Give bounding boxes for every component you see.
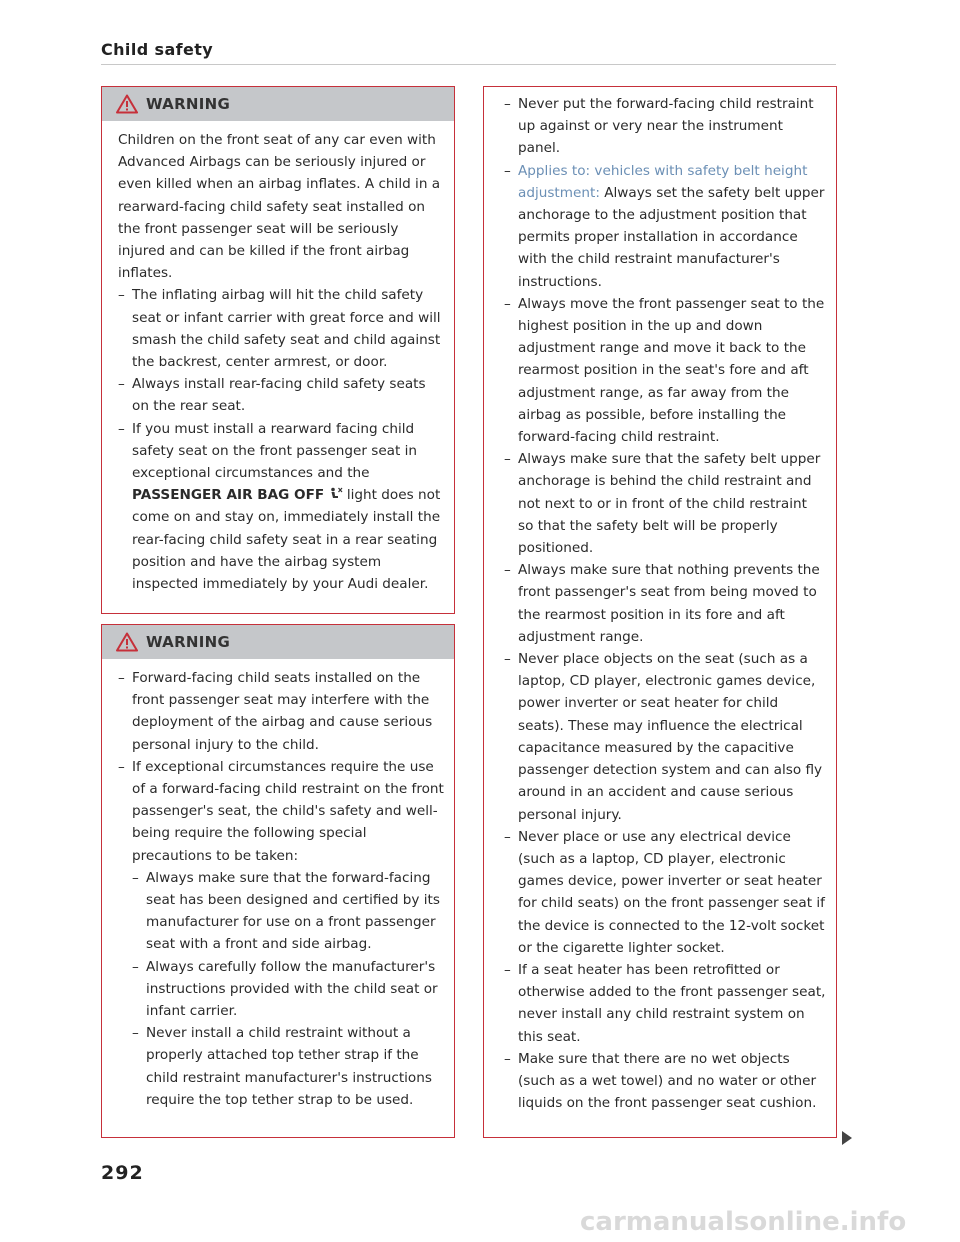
list-item: – Never put the forward-facing child restraint up against or very near the instrument panel. — [504, 93, 826, 160]
list-item: – Always install rear-facing child safety seats on the rear seat. — [118, 373, 444, 417]
section-title: Child safety — [101, 40, 214, 59]
watermark-text: carmanualsonline.info — [580, 1207, 907, 1237]
list-item: – Always make sure that nothing prevents the front passenger's seat from being moved to the rearmost position in its fore and aft adjustment range. — [504, 559, 826, 648]
warning-box-1 — [101, 86, 455, 614]
page-header — [101, 40, 836, 65]
warning-intro: Children on the front seat of any car even with Advanced Airbags can be seriously injured or even killed when an airbag inflates. A child in a rearward-facing child safety seat installed on the front passenger seat will be seriously injured and can be killed if the front airbag inflates. — [118, 132, 441, 282]
warning-title: WARNING — [146, 95, 231, 113]
sub-list-item: – Always carefully follow the manufacturer's instructions provided with the child seat or infant carrier. — [132, 956, 444, 1023]
list-item: – Always move the front passenger seat to the highest position in the up and down adjustment range and move it back to the rearmost position in the seat's fore and aft adjustment range, as far away from the airbag as possible, before installing the forward-facing child restraint. — [504, 293, 826, 448]
warning-header — [102, 625, 454, 659]
sub-list-item: – Always make sure that the forward-facing seat has been designed and certified by its manufacturer for use on a front passenger seat with a front and side airbag. — [132, 867, 444, 956]
list-item: – Always make sure that the safety belt upper anchorage is behind the child restraint and not next to or in front of the child restraint so that the safety belt will be properly positioned. — [504, 448, 826, 559]
list-item: – Never place objects on the seat (such as a laptop, CD player, electronic games device, power inverter or seat heater for child seats). These may influence the electrical capacitance measured by the capacitive passenger detection system and can also fly around in an accident and cause serious personal injury. — [504, 648, 826, 826]
list-item: – The inflating airbag will hit the child safety seat or infant carrier with great force and will smash the child safety seat and child against the backrest, center armrest, or door. — [118, 284, 444, 373]
list-item: – Never place or use any electrical device (such as a laptop, CD player, electronic games device, power inverter or seat heater for child seats) on the front passenger seat if the device is connected to the 12-volt socket or the cigarette lighter socket. — [504, 826, 826, 959]
sub-list-item: – Never install a child restraint without a properly attached top tether strap if the child restraint manufacturer's instructions require the top tether strap to be used. — [132, 1022, 444, 1111]
list-item: – Applies to: vehicles with safety belt height adjustment: Always set the safety belt upper anchorage to the adjustment position that permits proper installation in accordance with the child restraint manufacturer's instructions. — [504, 160, 826, 293]
list-item: – If a seat heater has been retrofitted or otherwise added to the front passenger seat, never install any child restraint system on this seat. — [504, 959, 826, 1048]
warning-continued-box — [483, 86, 837, 1138]
list-item: – Forward-facing child seats installed on the front passenger seat may interfere with the deployment of the airbag and cause serious personal injury to the child. — [118, 667, 444, 756]
warning-title: WARNING — [146, 633, 231, 651]
watermark-logo — [580, 1204, 940, 1238]
warning-box-2 — [101, 624, 455, 1138]
list-item: – If you must install a rearward facing child safety seat on the front passenger seat in exceptional circumstances and the PASSENGER AIR BAG OFF light does not come on and stay on, immediately install the rear-facing child safety seat in a rear seating position and have the airbag system inspected immediately by your Audi dealer. — [118, 418, 444, 596]
airbag-off-label: PASSENGER AIR BAG OFF — [132, 487, 325, 504]
list-item: – Make sure that there are no wet objects (such as a wet towel) and no water or other liquids on the front passenger seat cushion. — [504, 1048, 826, 1115]
list-item: – If exceptional circumstances require the use of a forward-facing child restraint on the front passenger's seat, the child's safety and well-being require the following special precautions to be taken: – Always make sure that the forward-facing seat has been designed and certified by its manufacturer for use on a front passenger seat with a front and side airbag. – Always carefully follow the manufacturer's instructions provided with the child seat or infant carrier. – Never install a child restraint without a properly attached top tether strap if the child restraint manufacturer's instructions require the top tether strap to be used. — [118, 756, 444, 1111]
page-number: 292 — [101, 1162, 144, 1184]
warning-triangle-icon — [116, 632, 138, 652]
continue-arrow-icon — [842, 1131, 852, 1145]
warning-triangle-icon — [116, 94, 138, 114]
warning-header — [102, 87, 454, 121]
passenger-airbag-off-icon — [329, 487, 343, 503]
applies-to-note: Applies to: vehicles with safety belt height adjustment: — [518, 162, 808, 201]
